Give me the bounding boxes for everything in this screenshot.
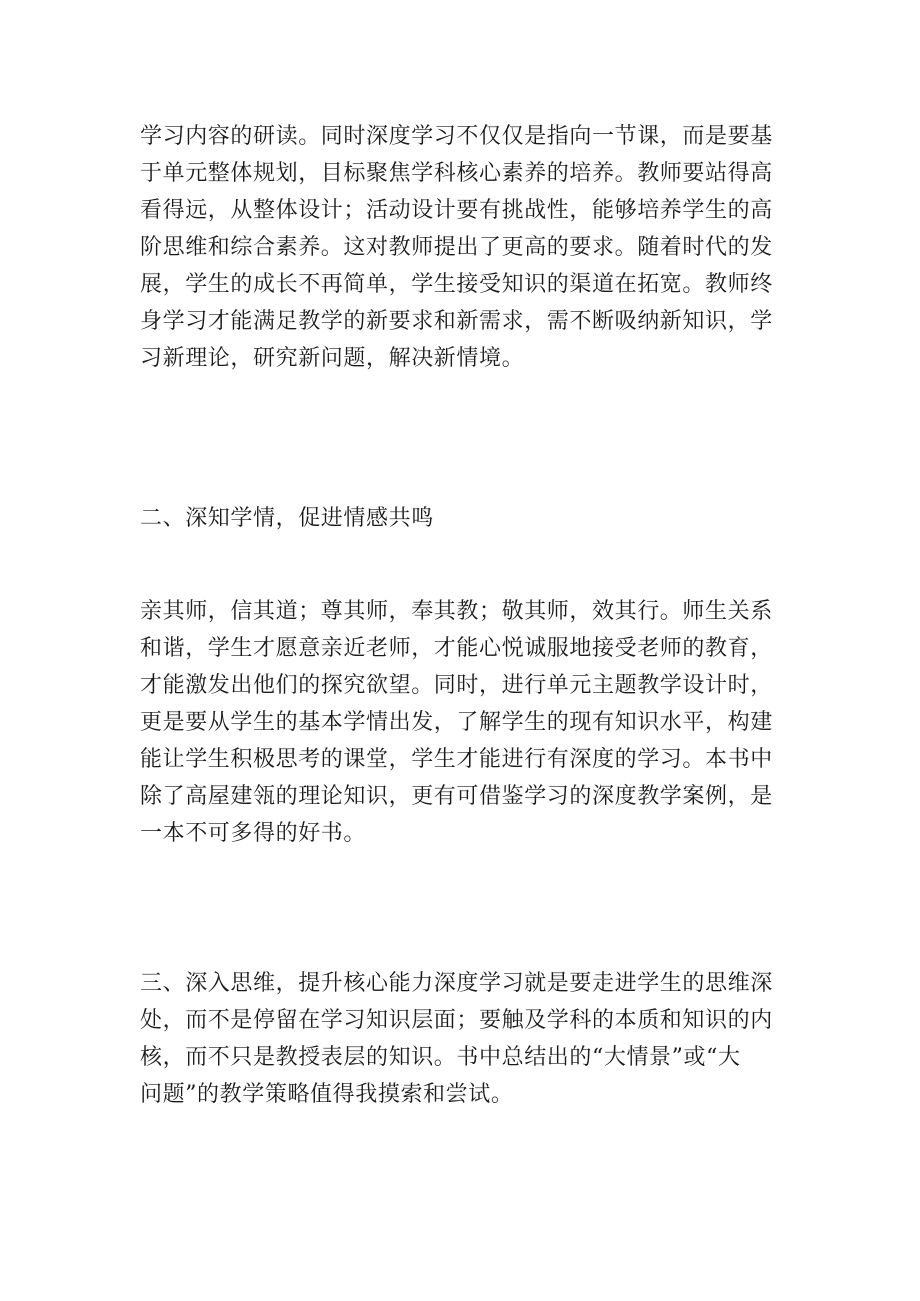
text-line: 身学习才能满足教学的新要求和新需求，需不断吸纳新知识，学	[140, 309, 773, 334]
text-line: 习新理论，研究新问题，解决新情境。	[140, 346, 525, 371]
text-line: 于单元整体规划，目标聚焦学科核心素养的培养。教师要站得高	[140, 161, 773, 186]
text-line: 阶思维和综合素养。这对教师提出了更高的要求。随着时代的发	[140, 235, 773, 260]
text-line: 问题”的教学策略值得我摸索和尝试。	[140, 1082, 514, 1107]
text-line: 一本不可多得的好书。	[140, 821, 367, 846]
text-line: 亲其师，信其道；尊其师，奉其教；敬其师，效其行。师生关系	[140, 599, 773, 624]
text-line: 学习内容的研读。同时深度学习不仅仅是指向一节课，而是要基	[140, 124, 773, 149]
paragraph-teacher-student	[140, 593, 785, 852]
text-line: 更是要从学生的基本学情出发，了解学生的现有知识水平，构建	[140, 710, 773, 735]
text-line: 和谐，学生才愿意亲近老师，才能心悦诚服地接受老师的教育，	[140, 636, 773, 661]
paragraph-deep-thinking	[140, 965, 785, 1113]
text-line: 看得远，从整体设计；活动设计要有挑战性，能够培养学生的高	[140, 198, 773, 223]
text-line: 处，而不是停留在学习知识层面；要触及学科的本质和知识的内	[140, 1008, 773, 1033]
text-line: 三、深入思维，提升核心能力深度学习就是要走进学生的思维深	[140, 971, 773, 996]
paragraph-continuation	[140, 118, 785, 377]
text-line: 能让学生积极思考的课堂，学生才能进行有深度的学习。本书中	[140, 747, 773, 772]
heading-text: 二、深知学情，促进情感共鸣	[140, 506, 434, 531]
text-line: 核，而不只是教授表层的知识。书中总结出的“大情景”或“大	[140, 1045, 741, 1070]
section-heading	[140, 500, 785, 537]
text-line: 展，学生的成长不再简单，学生接受知识的渠道在拓宽。教师终	[140, 272, 773, 297]
text-line: 才能激发出他们的探究欲望。同时，进行单元主题教学设计时，	[140, 673, 773, 698]
text-line: 除了高屋建瓴的理论知识，更有可借鉴学习的深度教学案例，是	[140, 784, 773, 809]
